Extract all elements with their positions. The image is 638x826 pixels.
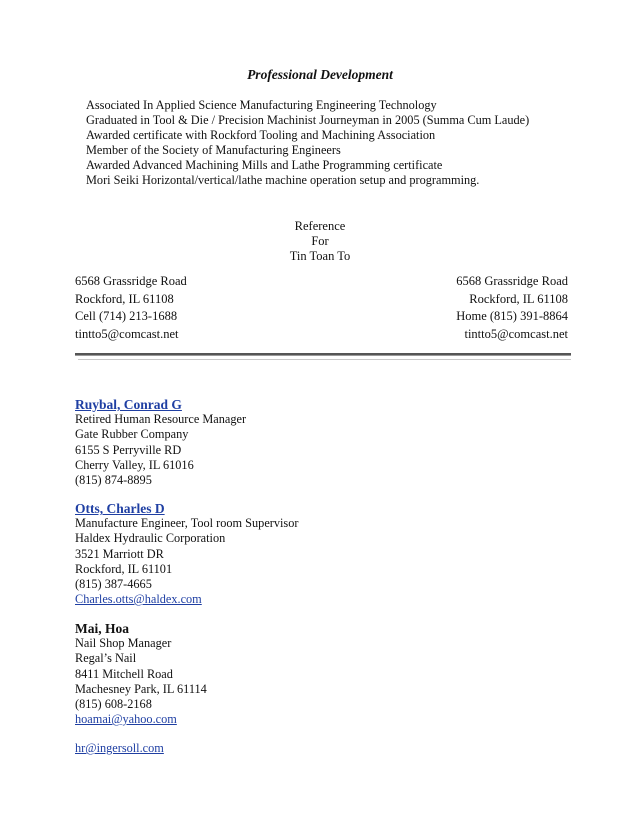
address-city: Rockford, IL 61108 (469, 291, 568, 306)
address-phone: Home (815) 391-8864 (456, 309, 568, 323)
professional-development-list (86, 98, 529, 188)
extra-email-block (75, 741, 164, 756)
reference-heading (240, 219, 400, 264)
professional-development-title: Professional Development (247, 67, 393, 82)
reference-name-link[interactable]: Ruybal, Conrad G (75, 397, 182, 412)
reference-line: Manufacture Engineer, Tool room Supervisor (75, 516, 299, 531)
reference-name-link[interactable]: Otts, Charles D (75, 501, 165, 516)
reference-entry (75, 397, 246, 488)
address-block-right (456, 273, 568, 343)
address-street: 6568 Grassridge Road (75, 274, 187, 288)
reference-line: 8411 Mitchell Road (75, 666, 173, 681)
reference-line: (815) 874-8895 (75, 472, 152, 487)
reference-heading-line: For (311, 234, 329, 248)
reference-line: Gate Rubber Company (75, 427, 189, 442)
reference-line: Regal’s Nail (75, 651, 137, 666)
address-block-left (75, 273, 187, 343)
address-city: Rockford, IL 61108 (75, 291, 174, 306)
section-divider-shadow (78, 359, 571, 360)
reference-heading-line: Reference (294, 219, 346, 233)
reference-line: Nail Shop Manager (75, 636, 172, 651)
reference-line: 3521 Marriott DR (75, 546, 164, 561)
reference-line: (815) 608-2168 (75, 696, 152, 711)
section-divider (75, 353, 571, 356)
pd-item: Awarded Advanced Machining Mills and Lathe Programming certificate (86, 158, 443, 172)
reference-entry (75, 501, 298, 607)
pd-item: Member of the Society of Manufacturing Engineers (86, 143, 341, 157)
reference-name: Mai, Hoa (75, 621, 129, 636)
reference-email-link[interactable]: Charles.otts@haldex.com (75, 592, 202, 607)
extra-email-link[interactable]: hr@ingersoll.com (75, 741, 164, 755)
address-email: tintto5@comcast.net (75, 326, 179, 341)
reference-heading-name: Tin Toan To (289, 249, 351, 263)
pd-item: Mori Seiki Horizontal/vertical/lathe machine operation setup and programming. (86, 173, 480, 187)
reference-entry (75, 621, 207, 727)
reference-line: Cherry Valley, IL 61016 (75, 457, 194, 472)
pd-item: Associated In Applied Science Manufacturing Engineering Technology (86, 98, 437, 112)
reference-line: 6155 S Perryville RD (75, 442, 182, 457)
reference-email-link[interactable]: hoamai@yahoo.com (75, 712, 177, 727)
reference-line: Haldex Hydraulic Corporation (75, 531, 226, 546)
pd-item: Awarded certificate with Rockford Tooling and Machining Association (86, 128, 436, 142)
pd-item: Graduated in Tool & Die / Precision Machinist Journeyman in 2005 (Summa Cum Laude) (86, 113, 530, 127)
reference-line: Rockford, IL 61101 (75, 561, 173, 576)
reference-line: (815) 387-4665 (75, 576, 152, 591)
address-street: 6568 Grassridge Road (456, 274, 568, 288)
address-email: tintto5@comcast.net (464, 326, 568, 341)
reference-line: Machesney Park, IL 61114 (75, 681, 207, 696)
address-phone: Cell (714) 213-1688 (75, 309, 178, 323)
reference-line: Retired Human Resource Manager (75, 412, 247, 427)
